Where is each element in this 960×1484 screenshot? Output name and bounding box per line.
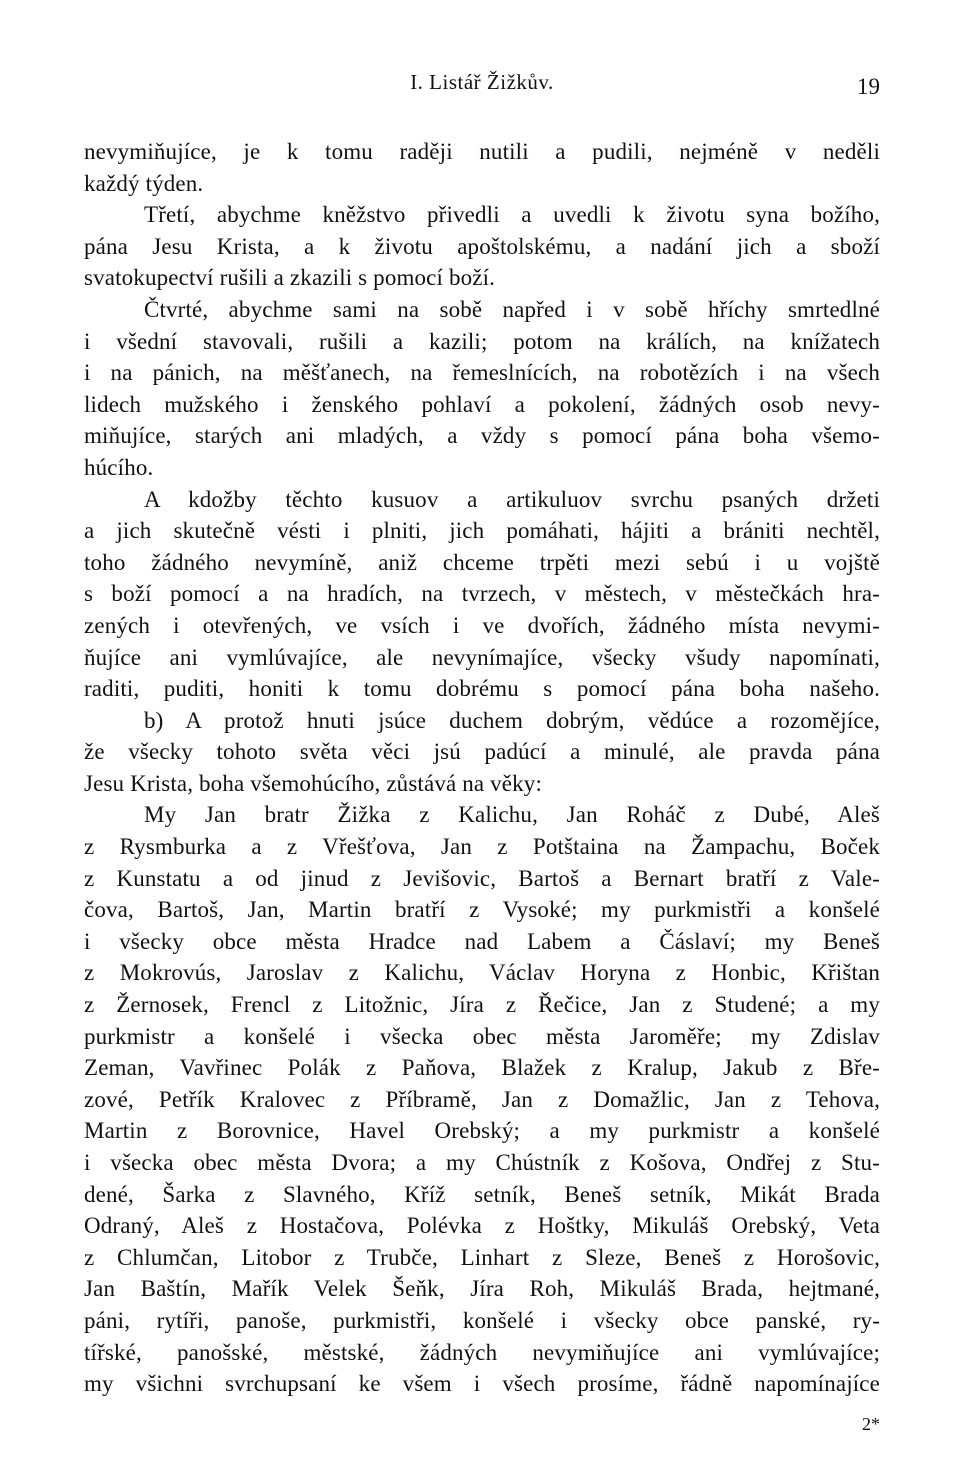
text-line: miňujíce, starých ani mladých, a vždy s pomocí pána boha všemo- xyxy=(84,423,880,449)
text-line: A kdožby těchto kusuov a artikuluov svrchu psaných držeti xyxy=(144,486,880,512)
text-line: svatokupectví rušili a zkazili s pomocí boží. xyxy=(84,265,496,291)
text-line: Jan Baštín, Mařík Velek Šeňk, Jíra Roh, Mikuláš Brada, hejtmané, xyxy=(84,1276,880,1302)
text-line: Martin z Borovnice, Havel Orebský; a my purkmistr a konšelé xyxy=(84,1118,880,1144)
text-line: z Mokrovús, Jaroslav z Kalichu, Václav Horyna z Honbic, Křištan xyxy=(84,960,880,986)
page-header xyxy=(84,70,880,104)
text-line: že všecky tohoto světa věci jsú padúcí a minulé, ale pravda pána xyxy=(84,739,880,765)
text-line: toho žádného nevymíně, aniž chceme trpěti mezi sebú i u vojště xyxy=(84,549,880,575)
text-line: z Rysmburka a z Vřešťova, Jan z Potštaina na Žampachu, Boček xyxy=(84,834,880,860)
text-line: lidech mužského i ženského pohlaví a pokolení, žádných osob nevy- xyxy=(84,391,880,417)
text-line: čova, Bartoš, Jan, Martin bratří z Vysoké; my purkmistři a konšelé xyxy=(84,897,880,923)
page-number: 19 xyxy=(857,74,880,99)
body-text xyxy=(84,136,880,1400)
text-line: ňujíce ani vymlúvajíce, ale nevynímajíce, všecky všudy napomínati, xyxy=(84,644,880,670)
text-line: purkmistr a konšelé i všecka obec města Jaroměře; my Zdislav xyxy=(84,1023,880,1049)
text-line: zených i otevřených, ve vsích i ve dvořích, žádného místa nevymi- xyxy=(84,612,880,638)
text-line: Zeman, Vavřinec Polák z Paňova, Blažek z Kralup, Jakub z Bře- xyxy=(84,1055,880,1081)
text-line: i na pánich, na měšťanech, na řemeslnících, na robotězích i na všech xyxy=(84,360,880,386)
text-line: z Chlumčan, Litobor z Trubče, Linhart z Sleze, Beneš z Horošovic, xyxy=(84,1244,880,1270)
text-line: i všední stavovali, rušili a kazili; potom na králích, na knížatech xyxy=(84,328,880,354)
signature-mark: 2* xyxy=(862,1414,880,1434)
text-line: Třetí, abychme kněžstvo přivedli a uvedli k životu syna božího, xyxy=(144,202,880,228)
text-line: húcího. xyxy=(84,454,154,480)
text-line: dené, Šarka z Slavného, Kříž setník, Beneš setník, Mikát Brada xyxy=(84,1181,880,1207)
text-line: i všecka obec města Dvora; a my Chústník z Košova, Ondřej z Stu- xyxy=(84,1150,880,1175)
text-line: páni, rytíři, panoše, purkmistři, konšelé i všecky obce panské, ry- xyxy=(84,1307,880,1333)
text-line: z Žernosek, Frencl z Litožnic, Jíra z Řečice, Jan z Studené; a my xyxy=(84,992,880,1018)
text-line: i všecky obce města Hradce nad Labem a Čáslaví; my Beneš xyxy=(84,928,880,954)
text-line: Odraný, Aleš z Hostačova, Polévka z Hoštky, Mikuláš Orebský, Veta xyxy=(84,1213,880,1239)
text-line: my všichni svrchupsaní ke všem i všech prosíme, řádně napomínajíce xyxy=(84,1371,880,1397)
text-line: Čtvrté, abychme sami na sobě napřed i v sobě hříchy smrtedlné xyxy=(144,296,880,322)
text-line: tířské, panošské, městské, žádných nevymiňujíce ani vymlúvajíce; xyxy=(84,1339,880,1365)
text-line: nevymiňujíce, je k tomu raději nutili a pudili, nejméně v neděli xyxy=(84,139,880,164)
text-line: každý týden. xyxy=(84,170,204,196)
text-line: s boží pomocí a na hradích, na tvrzech, v městech, v městečkách hra- xyxy=(84,581,880,607)
text-line: pána Jesu Krista, a k životu apoštolskému, a nadání jich a sboží xyxy=(84,233,880,259)
text-line: zové, Petřík Kralovec z Příbramě, Jan z Domažlic, Jan z Tehova, xyxy=(84,1086,880,1112)
running-title: I. Listář Žižkův. xyxy=(410,70,554,94)
text-line: Jesu Krista, boha všemohúcího, zůstává na věky: xyxy=(84,770,542,796)
text-line: z Kunstatu a od jinud z Jevišovic, Bartoš a Bernart bratří z Vale- xyxy=(84,865,880,891)
text-line: a jich skutečně vésti i plniti, jich pomáhati, hájiti a brániti nechtěl, xyxy=(84,518,880,544)
text-line: raditi, puditi, honiti k tomu dobrému s pomocí pána boha našeho. xyxy=(84,676,880,702)
text-line: My Jan bratr Žižka z Kalichu, Jan Roháč z Dubé, Aleš xyxy=(144,802,880,828)
text-line: b) A protož hnuti jsúce duchem dobrým, vědúce a rozomějíce, xyxy=(144,707,880,733)
